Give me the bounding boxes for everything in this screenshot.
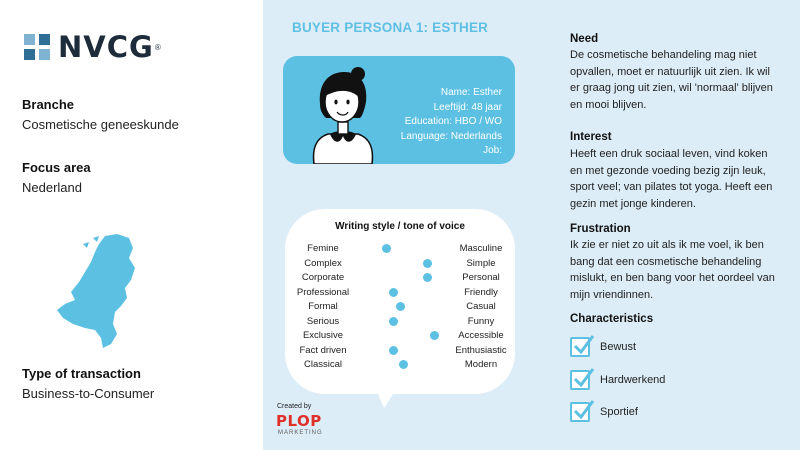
frustration-text: Ik zie er niet zo uit als ik me voel, ik ben bang dat een cosmetische behandeling mislukt, en ben bang voor het oordeel van mijn vriendinnen. (570, 239, 775, 301)
trait-scale-dot (399, 360, 408, 369)
trait-scale-dot (396, 302, 405, 311)
persona-title: BUYER PERSONA 1: ESTHER (292, 20, 489, 35)
trait-right-label: Funny (467, 315, 495, 327)
registered-mark: ® (154, 42, 161, 52)
trait-scale-dot (389, 288, 398, 297)
trait-scale-dot (389, 346, 398, 355)
profile-age: Leeftijd: 48 jaar (433, 101, 502, 113)
trait-left-label: Fact driven (299, 344, 347, 356)
need-heading: Need (570, 33, 599, 45)
characteristic-label: Sportief (600, 406, 638, 418)
trait-left-label: Serious (306, 315, 340, 327)
interest-heading: Interest (570, 131, 612, 143)
brand-name: NVCG (58, 30, 154, 64)
speech-bubble-tail-icon (372, 380, 402, 410)
checkbox-checked-icon (570, 402, 590, 422)
trait-left-label: Formal (308, 301, 338, 312)
trait-left-label: Exclusive (302, 330, 344, 341)
netherlands-map-icon (55, 232, 137, 352)
plop-logo-sub: MARKETING (278, 430, 323, 436)
plop-logo: PLOP (276, 412, 322, 430)
interest-text: Heeft een druk sociaal leven, vind koken en met gezonde voeding bezig zijn leuk, sport veel; van pilates tot yoga. Heeft een gezin met jonge kinderen. (570, 148, 773, 210)
transaction-type-value: Business-to-Consumer (22, 386, 155, 401)
trait-right-label: Personal (462, 272, 500, 283)
checkbox-checked-icon (570, 337, 590, 357)
focus-area-label: Focus area (22, 160, 91, 175)
characteristic-item (570, 402, 638, 422)
trait-right-label: Modern (464, 359, 498, 370)
characteristic-item (570, 337, 636, 357)
trait-right-label: Accessible (458, 330, 504, 341)
trait-right-label: Friendly (464, 286, 498, 298)
trait-right-label: Casual (466, 301, 496, 312)
branche-value: Cosmetische geneeskunde (22, 117, 179, 132)
trait-left-label: Complex (304, 257, 342, 269)
created-by-label: Created by (277, 403, 312, 410)
need-text: De cosmetische behandeling mag niet opvallen, moet er natuurlijk uit zien. Ik wil er graag jong uit zien, wil 'normaal' blijven en mooi blijven. (570, 49, 773, 111)
trait-left-label: Corporate (301, 272, 345, 283)
trait-right-label: Simple (466, 257, 496, 269)
trait-scale-dot (423, 259, 432, 268)
profile-name: Name: Esther (440, 87, 502, 98)
characteristic-label: Hardwerkend (600, 374, 666, 386)
persona-avatar-icon (300, 64, 386, 164)
characteristic-label: Bewust (600, 341, 637, 353)
trait-scale-dot (389, 317, 398, 326)
writing-style-title: Writing style / tone of voice (335, 221, 465, 232)
profile-education: Education: HBO / WO (404, 116, 502, 127)
trait-right-label: Masculine (459, 243, 503, 254)
transaction-type-label: Type of transaction (22, 366, 141, 381)
trait-scale-dot (382, 244, 391, 253)
focus-area-value: Nederland (22, 180, 82, 195)
brand-logo (24, 30, 161, 64)
checkbox-checked-icon (570, 370, 590, 390)
logo-mark-icon (24, 34, 50, 60)
profile-language: Language: Nederlands (400, 130, 502, 142)
trait-left-label: Femine (307, 243, 339, 254)
branche-label: Branche (22, 97, 75, 112)
trait-right-label: Enthusiastic (455, 344, 507, 356)
profile-details (398, 86, 502, 159)
left-panel (0, 0, 263, 450)
trait-left-label: Professional (296, 286, 350, 298)
trait-left-label: Classical (303, 359, 342, 370)
frustration-heading: Frustration (570, 223, 631, 235)
characteristics-heading: Characteristics (570, 313, 654, 325)
profile-job: Job: (483, 145, 502, 156)
characteristic-item (570, 370, 665, 390)
